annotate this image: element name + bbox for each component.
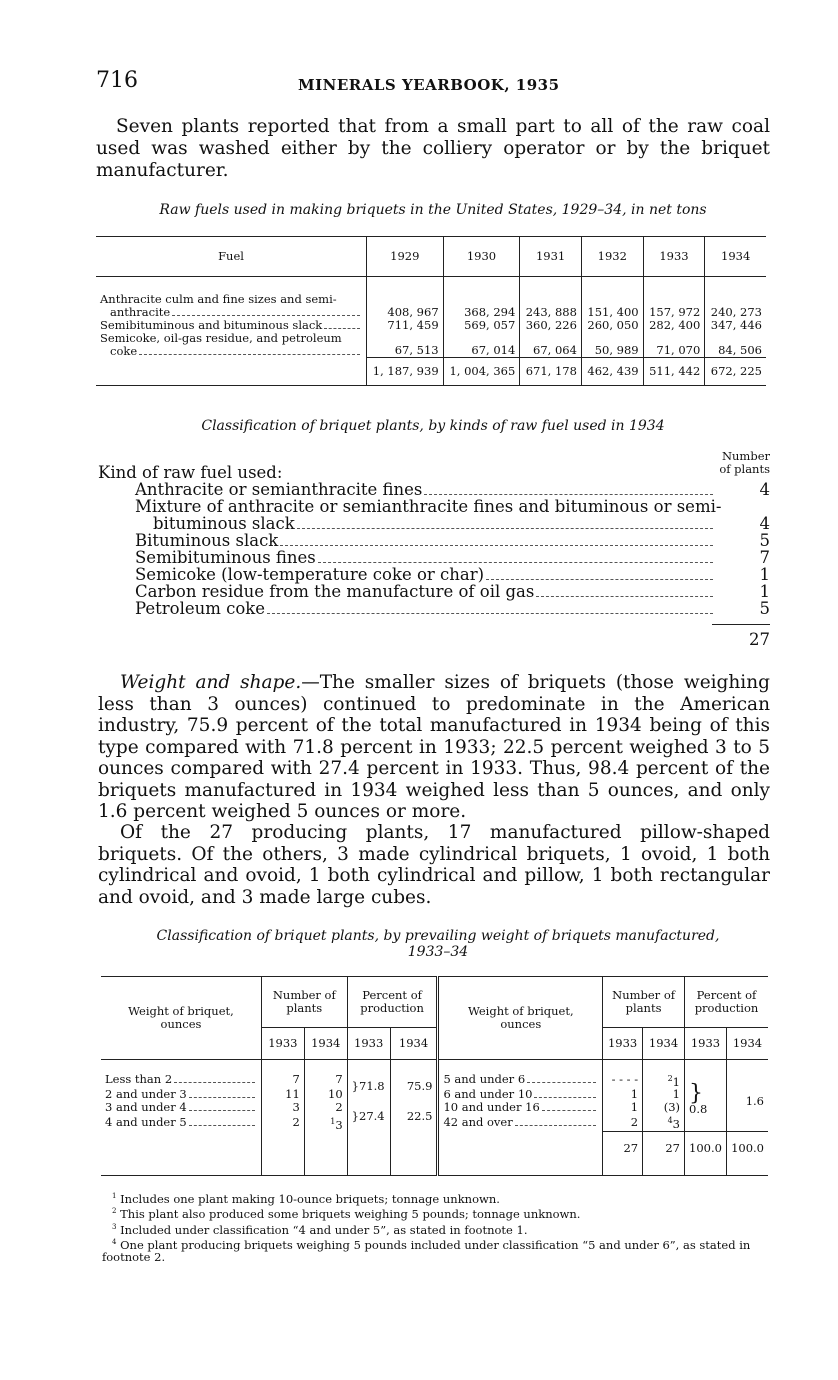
col-year: 1933 <box>347 1028 390 1060</box>
table3-caption <box>96 928 780 960</box>
table2-total: 27 <box>749 630 770 649</box>
raw-fuels-table <box>96 236 766 386</box>
col-weight <box>438 977 603 1060</box>
col-year: 1933 <box>603 1028 643 1060</box>
caption-line: 1933–34 <box>407 944 469 960</box>
cell: } 0.8 <box>685 1072 727 1132</box>
total-cell: 100.0 <box>726 1132 768 1166</box>
header-line: plants <box>286 1001 323 1015</box>
total-cell: 1, 004, 365 <box>443 358 520 386</box>
col-number-plants <box>603 977 685 1028</box>
row-label: 6 and under 10 <box>443 1087 533 1102</box>
total-cell: 27 <box>603 1132 643 1166</box>
header-line: plants <box>625 1001 662 1015</box>
col-year: 1930 <box>443 237 520 277</box>
cell: }27.4 <box>347 1101 390 1131</box>
footnote-mark: 1 <box>112 1192 117 1200</box>
row-label: 3 and under 4 <box>105 1100 187 1115</box>
paragraph-lead-in: Weight and shape. <box>120 672 302 693</box>
item-value: 5 <box>759 599 770 618</box>
col-year: 1934 <box>726 1028 768 1060</box>
footnote: $^3$ Included under classification “4 and under 5”, as stated in footnote 1. <box>112 1222 528 1237</box>
row-label: anthracite <box>110 304 171 319</box>
cell: 240, 273 <box>705 293 766 319</box>
header-line: production <box>694 1001 759 1015</box>
header-line: Weight of briquet, <box>467 1004 574 1018</box>
table-row <box>101 1101 768 1114</box>
header-line: Number of <box>612 988 675 1002</box>
cell: (3) <box>643 1101 685 1114</box>
cell: 569, 057 <box>443 319 520 332</box>
pct-value: 71.8 <box>359 1078 385 1093</box>
row-label: 4 and under 5 <box>105 1115 187 1130</box>
item-value: 4 <box>759 514 770 533</box>
group-label: Kind of raw fuel used: <box>98 463 283 482</box>
total-rule <box>712 624 770 625</box>
cell: 157, 972 <box>643 293 705 319</box>
cell: 1 <box>603 1088 643 1101</box>
cell: 3 <box>261 1101 304 1114</box>
item-label: Semicoke (low-temperature coke or char) <box>135 565 485 584</box>
col-fuel: Fuel <box>218 249 244 263</box>
footnote-ref: 2 <box>667 1073 673 1083</box>
table2-caption: Classification of briquet plants, by kinds of raw fuel used in 1934 <box>201 418 665 434</box>
cell: 408, 967 <box>367 293 444 319</box>
col-year: 1929 <box>367 237 444 277</box>
cell: 243, 888 <box>520 293 582 319</box>
row-label: Semicoke, oil-gas residue, and petroleum <box>100 330 342 345</box>
col-number-plants <box>261 977 347 1028</box>
cell: 50, 989 <box>581 332 643 358</box>
shapes-paragraph: Of the 27 producing plants, 17 manufactured pillow-shaped briquets. Of the others, 3 made cylindrical briquets, 1 ovoid, 1 both cylindrical and ovoid, 1 both cylindrical and pillow, 1 both rectangular and ovoid, and 3 made large cubes. <box>98 822 770 908</box>
footnote-mark: 3 <box>112 1222 117 1231</box>
col-year: 1934 <box>304 1028 347 1060</box>
col-percent <box>347 977 438 1028</box>
item-label: Anthracite or semianthracite fines <box>135 480 423 499</box>
cell: 360, 226 <box>520 319 582 332</box>
item-value: 7 <box>759 548 770 567</box>
col-header-line: of plants <box>719 462 770 476</box>
total-cell: 27 <box>643 1132 685 1166</box>
col-year: 1933 <box>685 1028 727 1060</box>
item-label: Bituminous slack <box>135 531 279 550</box>
col-year: 1933 <box>643 237 705 277</box>
totals-row <box>101 1132 768 1166</box>
cell: 71, 070 <box>643 332 705 358</box>
total-cell: 462, 439 <box>581 358 643 386</box>
intro-paragraph: Seven plants reported that from a small part to all of the raw coal used was washed either by the colliery operator or by the briquet manufacturer. <box>96 116 770 181</box>
header-line: ounces <box>160 1017 202 1031</box>
weight-shape-paragraph <box>98 672 770 823</box>
row-label: 2 and under 3 <box>105 1087 187 1102</box>
cell: 10 <box>304 1088 347 1101</box>
row-label: Less than 2 <box>105 1072 173 1087</box>
cell: 7 <box>304 1072 347 1089</box>
cell: 67, 513 <box>367 332 444 358</box>
col-year: 1931 <box>520 237 582 277</box>
cell: $^1$3 <box>304 1114 347 1131</box>
item-value: 1 <box>759 582 770 601</box>
caption-line: Classification of briquet plants, by prevailing weight of briquets manufactured, <box>156 928 720 944</box>
cell: 67, 064 <box>520 332 582 358</box>
pct-value: 27.4 <box>359 1108 385 1123</box>
list-item <box>135 481 770 498</box>
col-year: 1932 <box>581 237 643 277</box>
cell: }71.8 <box>347 1072 390 1102</box>
cell: 7 <box>261 1072 304 1089</box>
cell: - - - - <box>603 1072 643 1089</box>
cell: $^2$1 <box>643 1072 685 1089</box>
table-row <box>101 1072 768 1089</box>
total-cell: 511, 442 <box>643 358 705 386</box>
cell: 260, 050 <box>581 319 643 332</box>
row-label: Anthracite culm and fine sizes and semi- <box>100 291 337 306</box>
list-item <box>135 549 770 566</box>
col-year: 1934 <box>643 1028 685 1060</box>
footnote-ref: 1 <box>330 1116 336 1126</box>
row-label: coke <box>110 343 138 358</box>
row-label: Semibituminous and bituminous slack <box>100 317 323 332</box>
list-item <box>135 566 770 583</box>
cell: 282, 400 <box>643 319 705 332</box>
table1-caption: Raw fuels used in making briquets in the United States, 1929–34, in net tons <box>159 202 707 218</box>
cell: 75.9 <box>390 1072 438 1102</box>
footnote: $^2$ This plant also produced some briquets weighing 5 pounds; tonnage unknown. <box>112 1207 581 1222</box>
col-header-line: Number <box>721 449 770 463</box>
total-cell: 672, 225 <box>705 358 766 386</box>
totals-row <box>96 358 766 386</box>
table-row <box>96 332 766 358</box>
total-cell: 671, 178 <box>520 358 582 386</box>
item-label: Semibituminous fines <box>135 548 316 567</box>
col-year: 1934 <box>390 1028 438 1060</box>
row-label: 10 and under 16 <box>443 1100 540 1115</box>
total-cell: 1, 187, 939 <box>367 358 444 386</box>
cell: 1 <box>643 1088 685 1101</box>
footnote: $^4$ One plant producing briquets weighing 5 pounds included under classification “5 and under 6”, as stated in footnote 2. <box>102 1237 751 1265</box>
cell: $^4$3 <box>643 1114 685 1131</box>
page-number: 716 <box>96 68 138 93</box>
cell: 151, 400 <box>581 293 643 319</box>
header-line: Percent of <box>696 988 757 1002</box>
table-row <box>96 319 766 332</box>
cell: 2 <box>304 1101 347 1114</box>
item-label: Petroleum coke <box>135 599 266 618</box>
list-item <box>135 532 770 549</box>
pct-value: 0.8 <box>689 1101 708 1116</box>
table-row <box>96 293 766 319</box>
total-cell: 100.0 <box>685 1132 727 1166</box>
item-value: 4 <box>759 480 770 499</box>
header-line: Percent of <box>362 988 422 1002</box>
cell: 711, 459 <box>367 319 444 332</box>
col-year: 1934 <box>705 237 766 277</box>
header-line: production <box>360 1001 424 1015</box>
cell: 22.5 <box>390 1101 438 1131</box>
footnote-mark: 2 <box>112 1207 117 1216</box>
footnote-mark: 4 <box>112 1237 117 1246</box>
cell: 347, 446 <box>705 319 766 332</box>
item-label: bituminous slack <box>153 514 295 533</box>
footnote: $^1$ Includes one plant making 10-ounce briquets; tonnage unknown. <box>112 1191 500 1206</box>
item-label: Mixture of anthracite or semianthracite fines and bituminous or semi- <box>135 497 722 516</box>
list-item <box>135 600 770 617</box>
cell: 2 <box>261 1114 304 1131</box>
row-label: 5 and under 6 <box>443 1072 526 1087</box>
item-value: 1 <box>759 565 770 584</box>
row-label: 42 and over <box>443 1115 513 1130</box>
col-year: 1933 <box>261 1028 304 1060</box>
weight-classification-table <box>101 976 768 1176</box>
footnote-ref: 4 <box>667 1116 673 1126</box>
header-line: Weight of briquet, <box>128 1004 234 1018</box>
cell: 1.6 <box>726 1072 768 1132</box>
cell: 84, 506 <box>705 332 766 358</box>
item-value: 5 <box>759 531 770 550</box>
cell: 2 <box>603 1114 643 1131</box>
footnotes <box>102 1190 776 1264</box>
item-label: Carbon residue from the manufacture of oil gas <box>135 582 535 601</box>
fuel-kinds-list <box>98 464 770 617</box>
list-item <box>135 498 770 532</box>
cell: 67, 014 <box>443 332 520 358</box>
col-percent <box>685 977 769 1028</box>
header-line: Number of <box>272 988 336 1002</box>
col-weight <box>101 977 261 1060</box>
paragraph-text: —The smaller sizes of briquets (those weighing less than 3 ounces) continued to predominate in the American industry, 75.9 percent of the total manufactured in 1934 being of this type compared with 71.8 percent in 1933; 22.5 percent weighed 3 to 5 ounces compared with 27.4 percent in 1933. Thus, 98.4 percent of the briquets manufactured in 1934 weighed less than 5 ounces, and only 1.6 percent weighed 5 ounces or more. <box>98 672 770 822</box>
list-item <box>135 583 770 600</box>
cell: 11 <box>261 1088 304 1101</box>
cell: 368, 294 <box>443 293 520 319</box>
cell: 1 <box>603 1101 643 1114</box>
header-line: ounces <box>500 1017 542 1031</box>
running-title: MINERALS YEARBOOK, 1935 <box>298 76 560 94</box>
